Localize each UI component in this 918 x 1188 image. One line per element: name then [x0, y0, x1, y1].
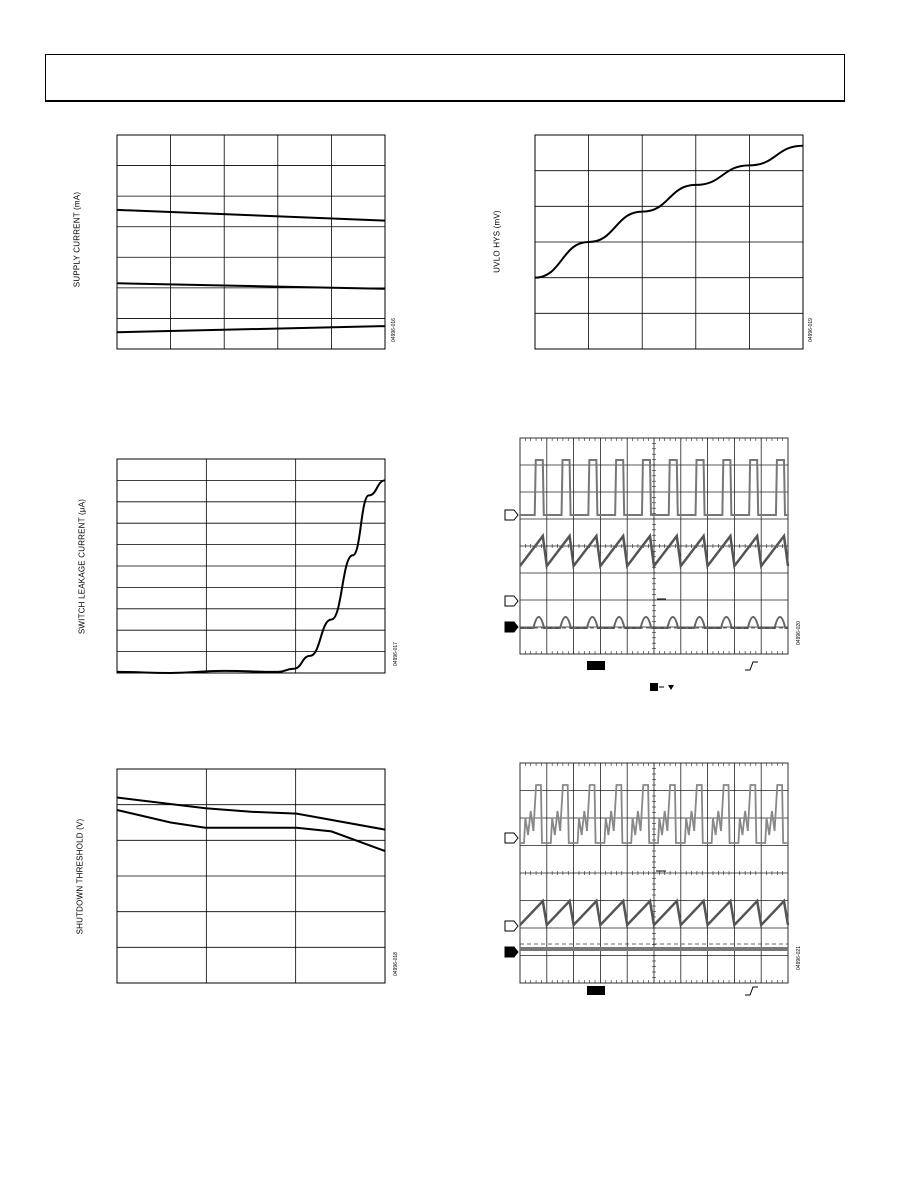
shutdown-threshold-ylabel: SHUTDOWN THRESHOLD (V)	[75, 818, 85, 935]
cursor-marker-icon	[650, 683, 658, 691]
plot-frame	[117, 135, 385, 349]
channel2-marker-icon	[505, 921, 518, 931]
channel3-marker-icon	[505, 622, 518, 632]
trigger-edge-icon	[745, 987, 758, 995]
switch-leakage-figure-number: 04996-017	[393, 642, 399, 666]
shutdown-threshold-chart	[116, 768, 386, 984]
math-channel-badge	[587, 986, 605, 995]
channel2-marker-icon	[505, 596, 518, 606]
channel1-marker-icon	[505, 833, 518, 843]
channel3-marker-icon	[505, 947, 518, 957]
supply-current-figure-number: 04996-016	[391, 318, 397, 342]
shutdown-threshold-figure-number: 04996-018	[393, 952, 399, 976]
trigger-edge-icon	[745, 662, 758, 670]
supply-current-chart	[116, 134, 386, 350]
switch-leakage-ylabel: SWITCH LEAKAGE CURRENT (µA)	[77, 498, 87, 635]
uvlo-hys-chart	[534, 134, 804, 350]
data-series-line	[117, 798, 385, 830]
scope1-figure-number: 04996-020	[796, 621, 802, 645]
math-channel-badge	[587, 661, 605, 670]
data-series-line	[117, 810, 385, 851]
supply-current-ylabel: SUPPLY CURRENT (mA)	[72, 191, 82, 288]
page-header-box	[45, 54, 845, 102]
data-series-line	[535, 146, 803, 278]
switch-leakage-chart	[116, 458, 386, 674]
data-series-line	[117, 210, 385, 221]
uvlo-hys-ylabel: UVLO HYS (mV)	[492, 210, 502, 273]
channel3-current-trace	[520, 947, 788, 951]
scope2-figure-number: 04996-021	[796, 946, 802, 970]
channel1-marker-icon	[505, 510, 518, 520]
uvlo-hys-figure-number: 04996-019	[808, 318, 814, 342]
oscilloscope-capture-1	[500, 438, 800, 698]
cursor-down-icon	[668, 685, 674, 690]
data-series-line	[117, 480, 385, 673]
oscilloscope-capture-2	[500, 763, 800, 998]
data-series-line	[117, 326, 385, 332]
